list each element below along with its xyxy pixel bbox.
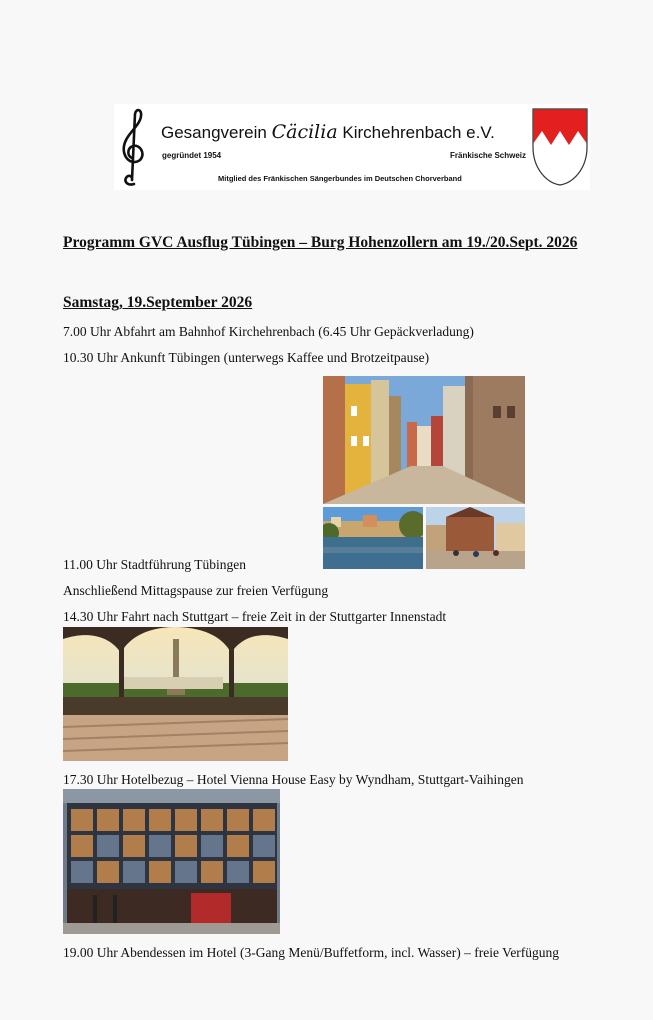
item-hotel: 17.30 Uhr Hotelbezug – Hotel Vienna House Easy by Wyndham, Stuttgart-Vaihingen bbox=[63, 772, 524, 787]
item-arrival: 10.30 Uhr Ankunft Tübingen (unterwegs Kaffee und Brotzeitpause) bbox=[63, 350, 430, 365]
organization-name: Gesangverein Cäcilia Kirchehrenbach e.V. bbox=[161, 121, 495, 143]
membership-text: Mitglied des Fränkischen Sängerbundes im Deutschen Chorverband bbox=[218, 174, 462, 183]
program-title: Programm GVC Ausflug Tübingen – Burg Hohenzollern am 19./20.Sept. 2026 bbox=[63, 234, 578, 251]
item-dinner: 19.00 Uhr Abendessen im Hotel (3-Gang Menü/Buffetform, incl. Wasser) – freie Verfügung bbox=[63, 945, 560, 960]
stuttgart-schlossplatz-photo bbox=[63, 627, 288, 761]
item-stuttgart: 14.30 Uhr Fahrt nach Stuttgart – freie Zeit in der Stuttgarter Innenstadt bbox=[63, 609, 447, 624]
treble-clef-icon bbox=[118, 106, 148, 188]
founded-text: gegründet 1954 bbox=[162, 151, 222, 160]
franconian-rake-coat-of-arms bbox=[531, 107, 589, 187]
item-departure: 7.00 Uhr Abfahrt am Bahnhof Kirchehrenbach (6.45 Uhr Gepäckverladung) bbox=[63, 324, 474, 339]
item-lunch: Anschließend Mittagspause zur freien Verfügung bbox=[63, 583, 329, 598]
region-text: Fränkische Schweiz bbox=[450, 151, 527, 160]
tuebingen-river-photo bbox=[323, 507, 423, 569]
tuebingen-market-square-photo bbox=[426, 507, 525, 569]
tuebingen-old-town-photo bbox=[323, 376, 525, 504]
hotel-photo bbox=[63, 789, 280, 934]
day-heading: Samstag, 19.September 2026 bbox=[63, 294, 253, 311]
item-city-tour: 11.00 Uhr Stadtführung Tübingen bbox=[63, 557, 246, 572]
letterhead bbox=[114, 104, 590, 190]
